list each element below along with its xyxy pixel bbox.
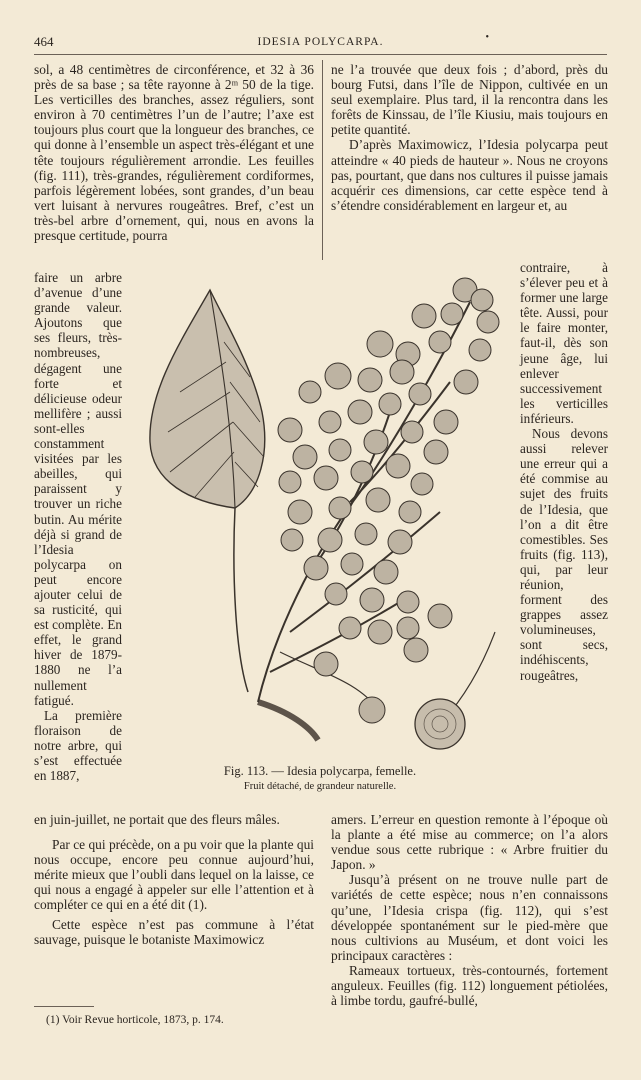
header-rule — [34, 54, 607, 55]
footnote: (1) Voir Revue horticole, 1873, p. 174. — [46, 1014, 224, 1026]
paragraph: en juin-juillet, ne portait que des fleurs mâles. — [34, 812, 280, 827]
idesia-illustration — [140, 272, 512, 752]
paragraph: D’après Maximowicz, l’Idesia polycarpa peut atteindre « 40 pieds de hauteur ». Nous ne croyons pas, pourtant, que dans nos cultures il puisse jamais acquérir ces dimensions, car cette espèce tend à s’étendre considérablement en largeur et, au — [331, 137, 608, 213]
page-header — [34, 34, 607, 52]
paragraph: Cette espèce n’est pas commune à l’état sauvage, puisque le botaniste Maximowicz — [34, 916, 314, 947]
figure-caption — [200, 764, 440, 779]
paragraph: amers. L’erreur en question remonte à l’époque où la plante a été mise au commerce; on l’a alors vendue sous cette rubrique : « Arbre fruitier du Japon. » — [331, 812, 608, 873]
paragraph: La première floraison de notre arbre, qui s’est effectuée en 1887, — [34, 707, 122, 784]
detached-fruit — [415, 699, 465, 749]
paragraph: Rameaux tortueux, très-contournés, fortement anguleux. Feuilles (fig. 112) longuement pétiolées, à limbe tordu, gaufré-bullé, — [331, 962, 608, 1009]
footnote-rule — [34, 1006, 94, 1007]
left-narrow-column — [34, 270, 122, 783]
page-number: 464 — [34, 34, 54, 49]
right-column-bottom — [331, 812, 608, 1008]
paragraph: contraire, à s’élever peu et à former une large tête. Aussi, pour le faire monter, faut-il, dès son jeune âge, lui enlever successivement les verticilles inférieurs. — [520, 260, 608, 426]
paragraph: faire un arbre d’avenue d’une grande valeur. Ajoutons que ses fleurs, très-nombreuses, dégagent une forte et délicieuse odeur mellifère ; aussi sont-elles constamment visitées par les abeilles, qui paraissent y trouver un riche butin. Au mérite déjà si grand de l’Idesia polycarpa on peut encore ajouter celui de sa rusticité, qui est complète. En effet, le grand hiver de 1879-1880 ne l’a nullement fatigué. — [34, 270, 122, 708]
fruit-cluster — [278, 278, 499, 723]
paragraph: sol, a 48 centimètres de circonférence, et 32 à 36 près de sa base ; sa tête rayonne à 2ᵐ 50 de la tige. Les verticilles des branches, assez réguliers, sont environ à 70 centimètres l’un de l’autre; l’axe est toujours plus court que la longueur des branches, ce qui donne à l’ensemble un aspect très-élégant et une tête toujours régulièrement arrondie. Les feuilles (fig. 111), très-grandes, régulièrement cordiformes, parfois légèrement lobées, sont grandes, d’un beau vert luisant à nervures rougeâtres. Bref, c’est un très-bel arbre d’ornement, qui, nous en avons la presque certitude, pourra — [34, 62, 314, 244]
leaf-drawing — [150, 290, 265, 692]
left-column-top — [34, 62, 314, 243]
paragraph: Par ce qui précède, on a pu voir que la plante qui nous occupe, encore peu connue aujourd’hui, mérite mieux que l’oubli dans lequel on la laisse, ce qui nous a engagé à appeler sur elle l’attention et à compléter ce qui en a été dit (1). — [34, 837, 314, 913]
header-mark: • — [485, 32, 489, 43]
paragraph: ne l’a trouvée que deux fois ; d’abord, près du bourg Futsi, dans l’île de Nippon, cultivée en un seul exemplaire. Plus tard, il la rencontra dans les forêts de Kinssau, de l’île Kiusiu, mais toujours en petite quantité. — [331, 62, 608, 138]
left-column-bottom — [34, 812, 314, 947]
right-column-top — [331, 62, 608, 213]
figure-subcaption — [200, 781, 440, 792]
running-head: IDESIA POLYCARPA. — [257, 36, 384, 48]
caption-text: Fig. 113. — Idesia polycarpa, femelle. — [223, 764, 417, 778]
paragraph: Nous devons aussi relever une erreur qui a été commise au sujet des fruits de l’Idesia, que l’on a dit être comestibles. Ses fruits (fig. 113), qui, par leur réunion, forment des grappes assez volumineuses, sont secs, indéhiscents, rougeâtres, — [520, 426, 608, 683]
subcaption-text: Fruit détaché, de grandeur naturelle. — [243, 781, 397, 792]
paragraph: Jusqu’à présent on ne trouve nulle part de variétés de cette espèce; nous n’en connaissons qu’une, l’Idesia crispa (fig. 112), qui s’est développée spontanément sur le pied-mère que nous cultivions au Muséum, et dont voici les principaux caractères : — [331, 872, 608, 963]
column-divider — [322, 60, 323, 260]
right-narrow-column — [520, 260, 608, 683]
